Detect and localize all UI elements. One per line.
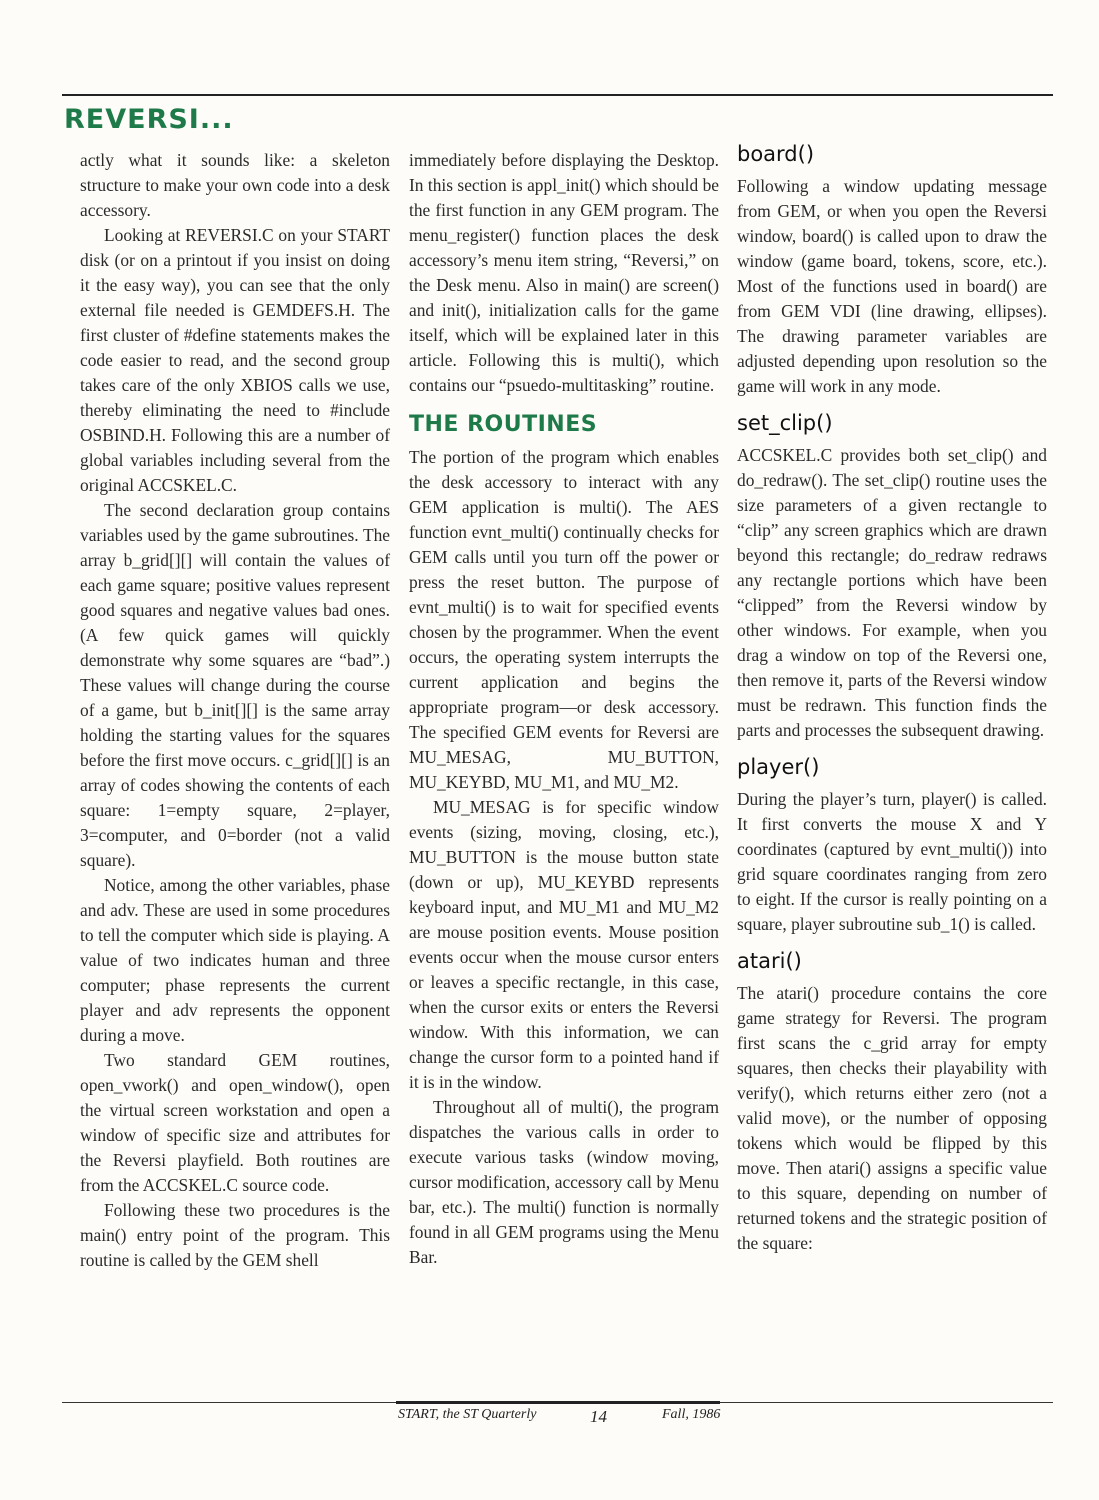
column-2 — [409, 148, 719, 1270]
bottom-rule-accent — [396, 1401, 720, 1404]
paragraph: Following a window updating message from GEM, or when you open the Reversi window, board() is called upon to draw the window (game board, tokens, score, etc.). Most of the functions used in board() are from GEM VDI (line drawing, ellipses). The drawing parameter variables are adjusted depending upon resolution so the game will work in any mode. — [737, 176, 1047, 396]
footer-page-number: 14 — [590, 1407, 607, 1426]
paragraph: During the player’s turn, player() is called. It first converts the mouse X and Y coordinates (captured by evnt_multi()) into grid square coordinates ranging from zero to eight. If the cursor is really pointing on a square, player subroutine sub_1() is called. — [737, 789, 1047, 934]
paragraph: Notice, among the other variables, phase and adv. These are used in some procedures to tell the computer which side is playing. A value of two indicates human and three computer; phase represents the current player and adv represents the opponent during a move. — [80, 875, 390, 1045]
running-head: REVERSI... — [64, 104, 234, 135]
column-3 — [737, 140, 1047, 1256]
paragraph: ACCSKEL.C provides both set_clip() and do_redraw(). The set_clip() routine uses the size parameters of a given rectangle to “clip” any screen graphics which are drawn beyond this rectangle; do_redraw redraws any rectangle portions which have been “clipped” from the Reversi window by other windows. For example, when you drag a window on top of the Reversi one, then remove it, parts of the Reversi window must be redrawn. This function finds the parts and processes the subsequent drawing. — [737, 445, 1047, 740]
function-heading-set-clip: set_clip() — [737, 411, 833, 435]
paragraph: actly what it sounds like: a skeleton structure to make your own code into a desk accessory. — [80, 150, 390, 220]
paragraph: Throughout all of multi(), the program dispatches the various calls in order to execute various tasks (window moving, cursor modification, accessory call by Menu bar, etc.). The multi() function is normally found in all GEM programs using the Menu Bar. — [409, 1097, 719, 1267]
paragraph: Following these two procedures is the main() entry point of the program. This routine is called by the GEM shell — [80, 1200, 390, 1270]
footer-date: Fall, 1986 — [662, 1407, 721, 1422]
paragraph: MU_MESAG is for specific window events (sizing, moving, closing, etc.), MU_BUTTON is the mouse button state (down or up), MU_KEYBD represents keyboard input, and MU_M1 and MU_M2 are mouse position events. Mouse position events occur when the mouse cursor enters or leaves a specific rectangle, in this case, when the cursor exits or enters the Reversi window. With this information, we can change the cursor form to a pointed hand if it is in the window. — [409, 797, 719, 1092]
paragraph: The portion of the program which enables the desk accessory to interact with any GEM application is multi(). The AES function evnt_multi() continually checks for GEM calls until you turn off the power or press the reset button. The purpose of evnt_multi() is to wait for specified events chosen by the programmer. When the event occurs, the operating system interrupts the current application and begins the appropriate program—or desk accessory. The specified GEM events for Reversi are MU_MESAG, MU_BUTTON, MU_KEYBD, MU_M1, and MU_M2. — [409, 447, 719, 792]
function-heading-board: board() — [737, 142, 815, 166]
column-1 — [80, 148, 390, 1273]
top-rule — [62, 94, 1053, 96]
paragraph: Two standard GEM routines, open_vwork() and open_window(), open the virtual screen workstation and open a window of specific size and attributes for the Reversi playfield. Both routines are from the ACCSKEL.C source code. — [80, 1050, 390, 1195]
paragraph: The atari() procedure contains the core game strategy for Reversi. The program first scans the c_grid array for empty squares, then checks their playability with verify(), which returns either zero (not a valid move), or the number of opposing tokens which would be flipped by this move. Then atari() assigns a specific value to this square, depending on number of returned tokens and the strategic position of the square: — [737, 983, 1047, 1253]
paragraph: immediately before displaying the Desktop. In this section is appl_init() which should be the first function in any GEM program. The menu_register() function places the desk accessory’s menu item string, “Reversi,” on the Desk menu. Also in main() are screen() and init(), initialization calls for the game itself, which will be explained later in this article. Following this is multi(), which contains our “psuedo-multitasking” routine. — [409, 150, 719, 395]
paragraph: The second declaration group contains variables used by the game subroutines. The array b_grid[][] will contain the values of each game square; positive values represent good squares and negative values bad ones. (A few quick games will quickly demonstrate why some squares are “bad”.) These values will change during the course of a game, but b_init[][] is the same array holding the starting values for the squares before the first move occurs. c_grid[][] is an array of codes showing the contents of each square: 1=empty square, 2=player, 3=computer, and 0=border (not a valid square). — [80, 500, 390, 870]
function-heading-atari: atari() — [737, 949, 802, 973]
footer-publication: START, the ST Quarterly — [398, 1407, 537, 1422]
paragraph: Looking at REVERSI.C on your START disk (or on a printout if you insist on doing it the easy way), you can see that the only external file needed is GEMDEFS.H. The first cluster of #define statements makes the code easier to read, and the second group takes care of the only XBIOS calls we use, thereby eliminating the need to #include OSBIND.H. Following this are a number of global variables including several from the original ACCSKEL.C. — [80, 225, 390, 495]
function-heading-player: player() — [737, 755, 820, 779]
section-heading-routines: THE ROUTINES — [409, 412, 598, 437]
